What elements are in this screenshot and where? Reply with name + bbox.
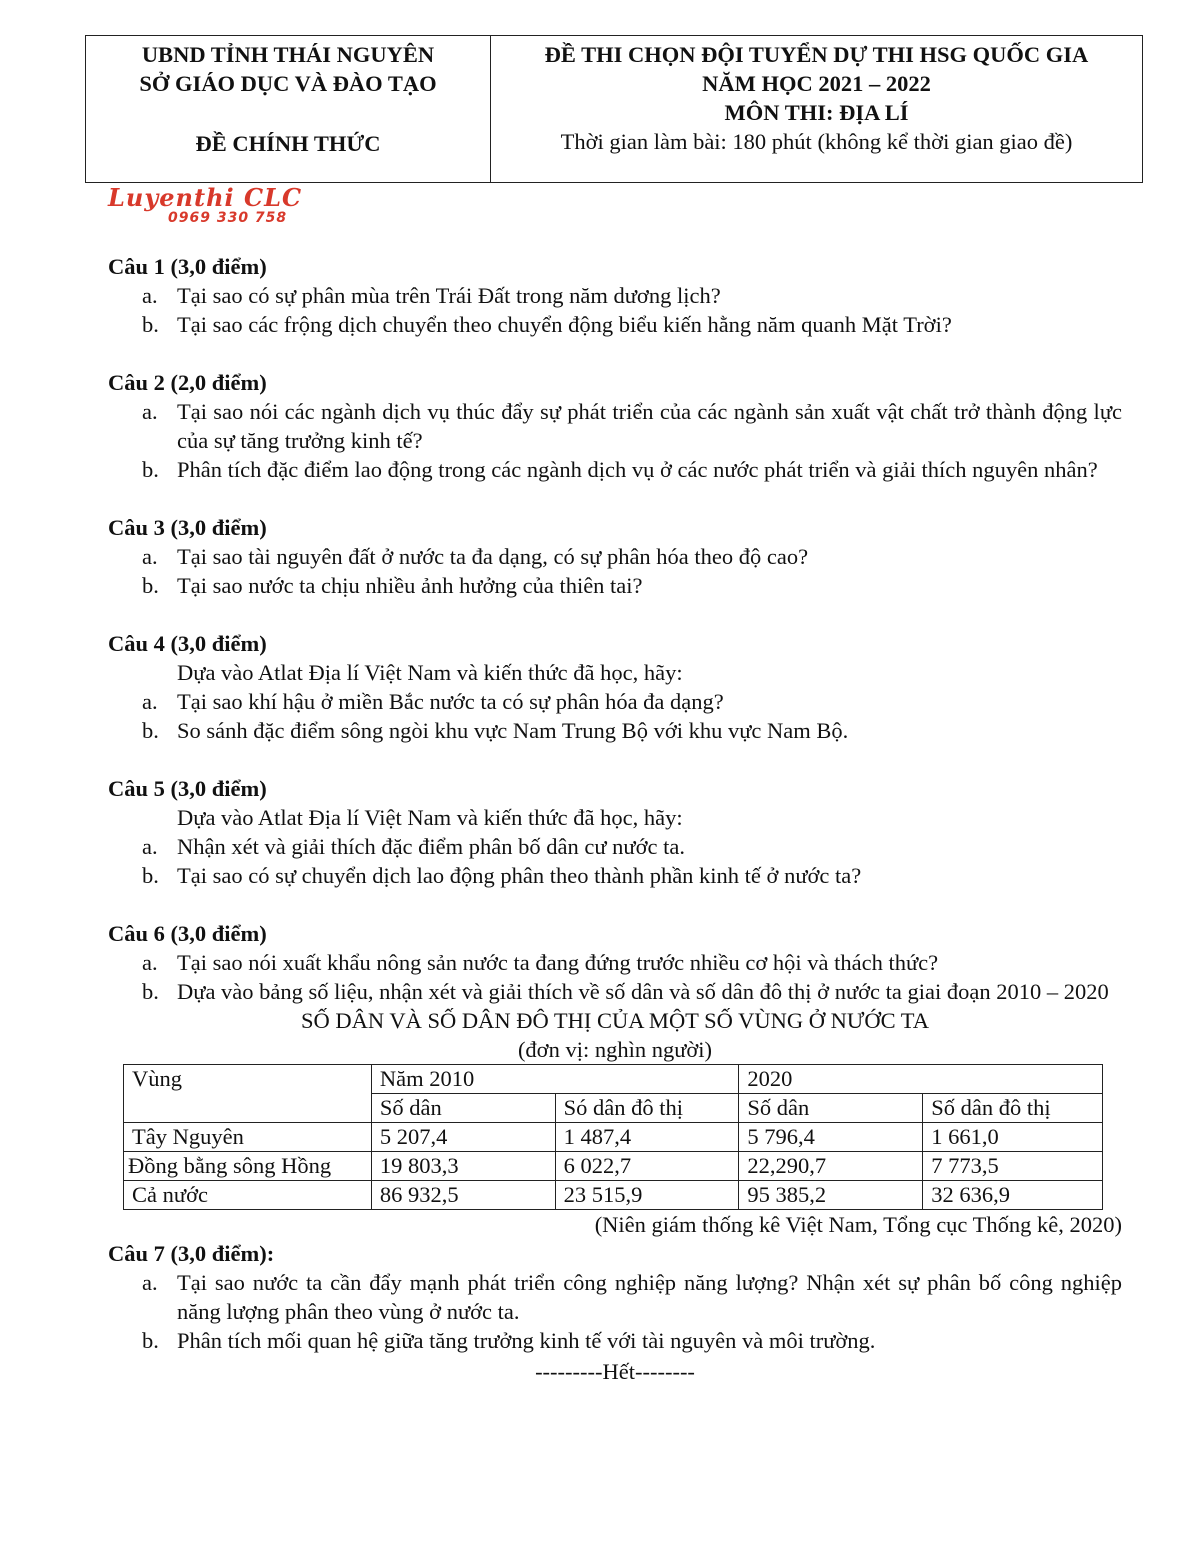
table-cell: Số dân bbox=[371, 1094, 555, 1123]
question-item bbox=[108, 832, 1122, 861]
table-cell: Số dân bbox=[739, 1094, 923, 1123]
brand-watermark bbox=[108, 183, 303, 226]
item-text: Dựa vào bảng số liệu, nhận xét và giải thích về số dân và số dân đô thị ở nước ta giai đoạn 2010 – 2020 bbox=[177, 979, 1109, 1004]
header-year-2020: 2020 bbox=[739, 1065, 1103, 1094]
question-1 bbox=[108, 252, 1122, 339]
table-cell: 5 207,4 bbox=[371, 1123, 555, 1152]
item-label: b. bbox=[142, 718, 159, 743]
question-item bbox=[108, 1326, 1122, 1355]
population-table bbox=[123, 1064, 1103, 1210]
item-text: Tại sao có sự phân mùa trên Trái Đất trong năm dương lịch? bbox=[177, 283, 721, 308]
header-year-2010: Năm 2010 bbox=[371, 1065, 739, 1094]
question-title: Câu 4 (3,0 điểm) bbox=[108, 631, 267, 656]
table-cell: Tây Nguyên bbox=[124, 1123, 372, 1152]
school-year: NĂM HỌC 2021 – 2022 bbox=[702, 71, 931, 96]
exam-content bbox=[108, 252, 1122, 1386]
table-cell: 6 022,7 bbox=[555, 1152, 739, 1181]
table-cell: 23 515,9 bbox=[555, 1181, 739, 1210]
question-title: Câu 2 (2,0 điểm) bbox=[108, 370, 267, 395]
question-item bbox=[108, 977, 1122, 1006]
question-item bbox=[108, 716, 1122, 745]
item-text: So sánh đặc điểm sông ngòi khu vực Nam Trung Bộ với khu vực Nam Bộ. bbox=[177, 718, 849, 743]
org-line1: UBND TỈNH THÁI NGUYÊN bbox=[141, 42, 435, 67]
item-text: Tại sao khí hậu ở miền Bắc nước ta có sự phân hóa đa dạng? bbox=[177, 689, 724, 714]
item-label: a. bbox=[142, 283, 158, 308]
item-label: b. bbox=[142, 457, 159, 482]
table-cell: Só dân đô thị bbox=[555, 1094, 739, 1123]
item-label: a. bbox=[142, 399, 158, 424]
question-item bbox=[108, 542, 1122, 571]
table-cell: 5 796,4 bbox=[739, 1123, 923, 1152]
end-marker: ---------Hết-------- bbox=[535, 1359, 695, 1384]
item-text: Tại sao có sự chuyển dịch lao động phân theo thành phần kinh tế ở nước ta? bbox=[177, 863, 862, 888]
question-title: Câu 1 (3,0 điểm) bbox=[108, 254, 267, 279]
header-right bbox=[491, 36, 1142, 182]
question-intro: Dựa vào Atlat Địa lí Việt Nam và kiến thức đã học, hãy: bbox=[177, 660, 683, 685]
item-text: Tại sao nói các ngành dịch vụ thúc đẩy sự phát triển của các ngành sản xuất vật chất trở thành động lực của sự tăng trưởng kinh tế? bbox=[177, 399, 1122, 453]
item-label: a. bbox=[142, 544, 158, 569]
item-text: Nhận xét và giải thích đặc điểm phân bố dân cư nước ta. bbox=[177, 834, 685, 859]
question-2 bbox=[108, 368, 1122, 484]
exam-title: ĐỀ THI CHỌN ĐỘI TUYỂN DỰ THI HSG QUỐC GIA bbox=[544, 42, 1089, 67]
exam-header bbox=[85, 35, 1143, 183]
item-label: a. bbox=[142, 689, 158, 714]
question-item bbox=[108, 571, 1122, 600]
header-left bbox=[86, 36, 491, 182]
question-item bbox=[108, 310, 1122, 339]
table-cell: 95 385,2 bbox=[739, 1181, 923, 1210]
question-6 bbox=[108, 919, 1122, 1239]
item-label: a. bbox=[142, 1270, 158, 1295]
table-cell: 32 636,9 bbox=[923, 1181, 1103, 1210]
question-intro: Dựa vào Atlat Địa lí Việt Nam và kiến thức đã học, hãy: bbox=[177, 805, 683, 830]
item-text: Tại sao nói xuất khẩu nông sản nước ta đang đứng trước nhiều cơ hội và thách thức? bbox=[177, 950, 939, 975]
question-title: Câu 6 (3,0 điểm) bbox=[108, 921, 267, 946]
table-cell: Đồng bằng sông Hồng bbox=[124, 1152, 372, 1181]
item-label: b. bbox=[142, 1328, 159, 1353]
question-title: Câu 7 (3,0 điểm): bbox=[108, 1241, 275, 1266]
question-item bbox=[108, 948, 1122, 977]
item-label: a. bbox=[142, 834, 158, 859]
table-cell: Số dân đô thị bbox=[923, 1094, 1103, 1123]
question-title: Câu 3 (3,0 điểm) bbox=[108, 515, 267, 540]
header-region: Vùng bbox=[124, 1065, 372, 1123]
official-label: ĐỀ CHÍNH THỨC bbox=[195, 131, 381, 156]
question-item bbox=[108, 455, 1122, 484]
item-text: Tại sao các frộng dịch chuyển theo chuyển động biểu kiến hằng năm quanh Mặt Trời? bbox=[177, 312, 952, 337]
question-item bbox=[108, 687, 1122, 716]
item-label: a. bbox=[142, 950, 158, 975]
item-text: Phân tích đặc điểm lao động trong các ngành dịch vụ ở các nước phát triển và giải thích nguyên nhân? bbox=[177, 457, 1098, 482]
question-title: Câu 5 (3,0 điểm) bbox=[108, 776, 267, 801]
item-label: b. bbox=[142, 312, 159, 337]
table-source: (Niên giám thống kê Việt Nam, Tổng cục Thống kê, 2020) bbox=[594, 1212, 1122, 1237]
table-row bbox=[124, 1123, 1103, 1152]
table-unit: (đơn vị: nghìn người) bbox=[517, 1037, 713, 1062]
item-text: Tại sao tài nguyên đất ở nước ta đa dạng, có sự phân hóa theo độ cao? bbox=[177, 544, 809, 569]
question-item bbox=[108, 281, 1122, 310]
subject: MÔN THI: ĐỊA LÍ bbox=[724, 100, 909, 125]
brand-name: Luyenthi CLC bbox=[108, 183, 303, 212]
item-text: Tại sao nước ta cần đẩy mạnh phát triển công nghiệp năng lượng? Nhận xét sự phân bố công nghiệp năng lượng phân theo vùng ở nước ta. bbox=[177, 1270, 1122, 1324]
question-4 bbox=[108, 629, 1122, 745]
table-cell: 19 803,3 bbox=[371, 1152, 555, 1181]
table-row bbox=[124, 1181, 1103, 1210]
table-cell: 1 661,0 bbox=[923, 1123, 1103, 1152]
question-3 bbox=[108, 513, 1122, 600]
question-5 bbox=[108, 774, 1122, 890]
brand-phone: 0969 330 758 bbox=[168, 210, 288, 226]
table-cell: 86 932,5 bbox=[371, 1181, 555, 1210]
table-cell: 22,290,7 bbox=[739, 1152, 923, 1181]
item-text: Tại sao nước ta chịu nhiều ảnh hưởng của thiên tai? bbox=[177, 573, 643, 598]
org-line2: SỞ GIÁO DỤC VÀ ĐÀO TẠO bbox=[139, 71, 437, 96]
table-header-row bbox=[124, 1065, 1103, 1094]
question-item bbox=[108, 397, 1122, 455]
table-title: SỐ DÂN VÀ SỐ DÂN ĐÔ THỊ CỦA MỘT SỐ VÙNG Ở NƯỚC TA bbox=[300, 1008, 929, 1033]
question-item bbox=[108, 861, 1122, 890]
item-label: b. bbox=[142, 863, 159, 888]
table-cell: Cả nước bbox=[124, 1181, 372, 1210]
item-label: b. bbox=[142, 979, 159, 1004]
time-limit: Thời gian làm bài: 180 phút (không kể thời gian giao đề) bbox=[560, 129, 1073, 154]
table-cell: 1 487,4 bbox=[555, 1123, 739, 1152]
item-text: Phân tích mối quan hệ giữa tăng trưởng kinh tế với tài nguyên và môi trường. bbox=[177, 1328, 876, 1353]
table-cell: 7 773,5 bbox=[923, 1152, 1103, 1181]
question-item bbox=[108, 1268, 1122, 1326]
item-label: b. bbox=[142, 573, 159, 598]
table-row bbox=[124, 1152, 1103, 1181]
question-7 bbox=[108, 1239, 1122, 1355]
